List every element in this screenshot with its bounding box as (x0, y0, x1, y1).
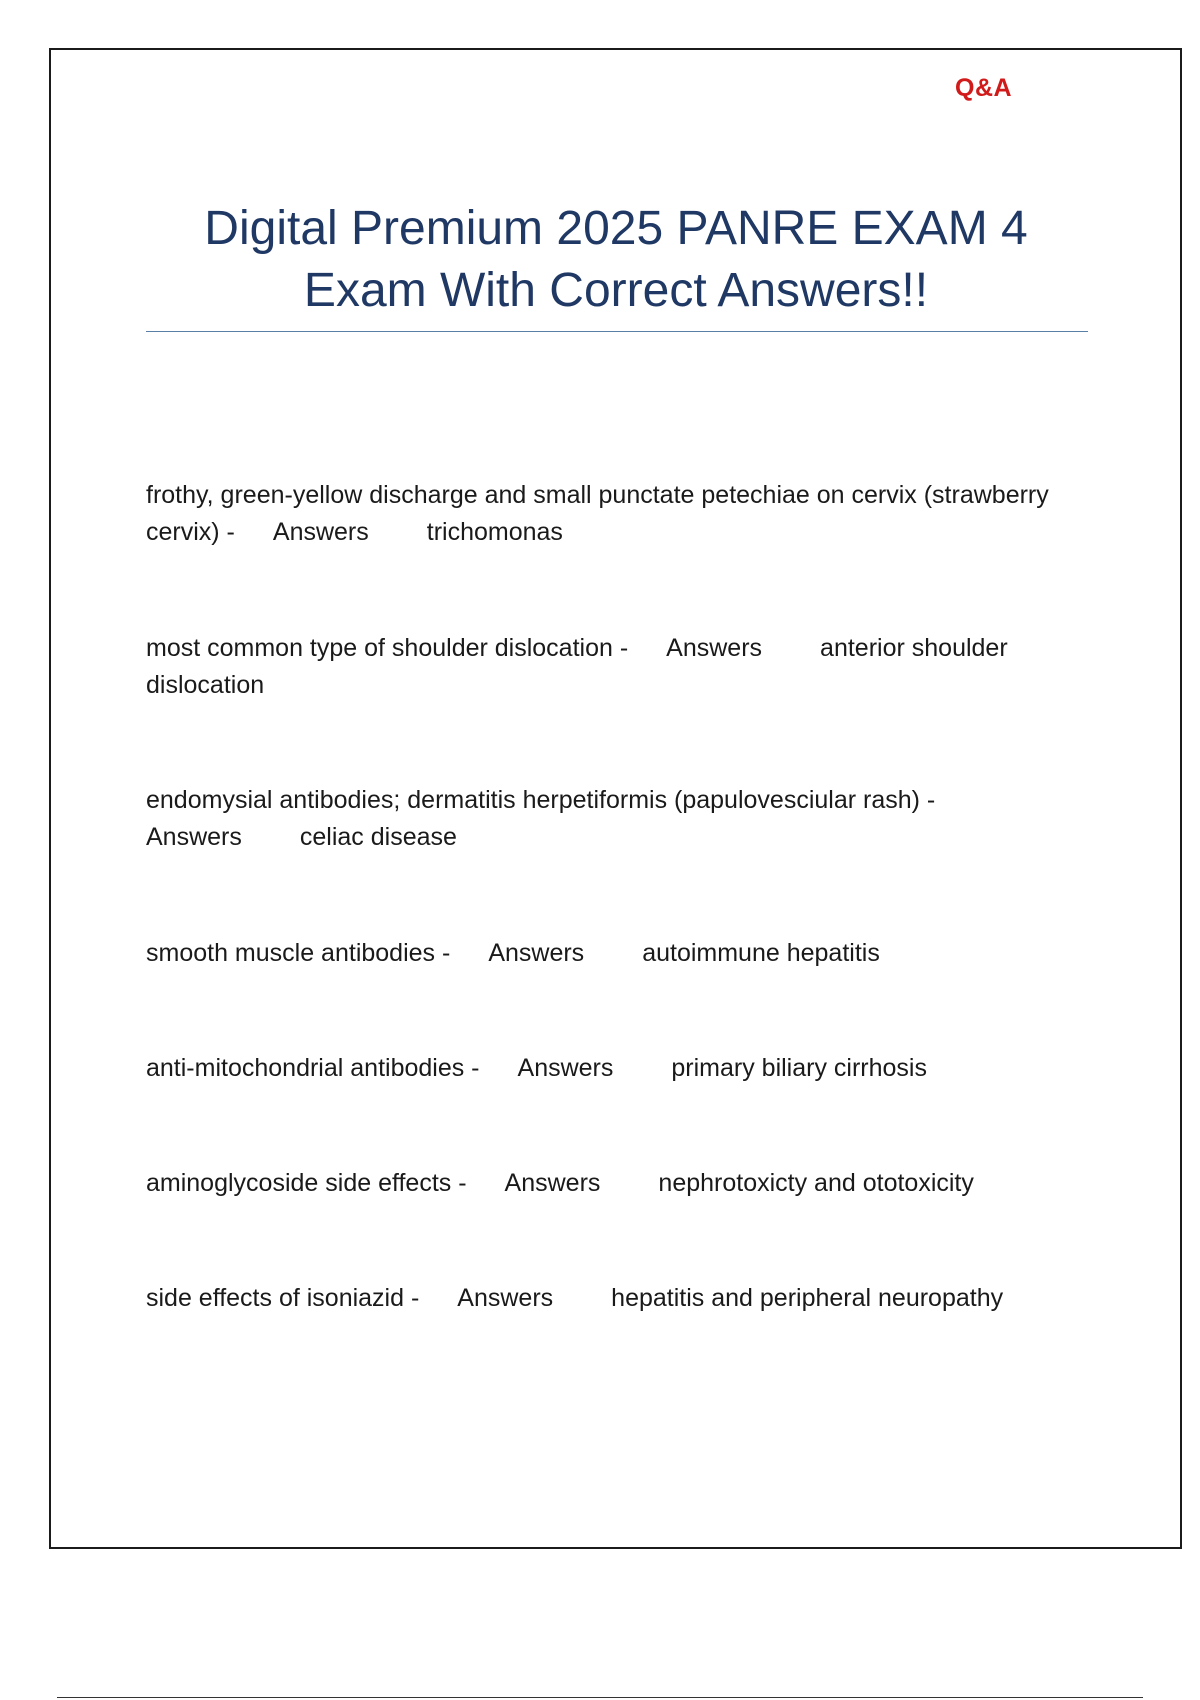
answers-label: Answers (517, 1054, 614, 1082)
answers-label: Answers (272, 518, 369, 546)
answer-text: primary biliary cirrhosis (671, 1054, 927, 1082)
answer-text: hepatitis and peripheral neuropathy (611, 1284, 1004, 1312)
answers-label: Answers (666, 634, 763, 662)
question-text: side effects of isoniazid - (146, 1284, 420, 1312)
answer-text: autoimmune hepatitis (642, 939, 880, 967)
question-text: smooth muscle antibodies - (146, 939, 451, 967)
qa-item (146, 1165, 1086, 1202)
answer-text: celiac disease (299, 823, 457, 851)
answer-text: anterior shoulder dislocation (146, 634, 1008, 699)
title-divider (146, 331, 1088, 332)
qa-badge: Q&A (955, 74, 1013, 102)
title-line-2: Exam With Correct Answers!! (303, 264, 929, 317)
answer-text: nephrotoxicty and ototoxicity (658, 1169, 974, 1197)
qa-item (146, 630, 1086, 704)
document-title (146, 198, 1086, 322)
qa-item (146, 1280, 1086, 1317)
footer-divider (57, 1697, 1143, 1698)
question-text: frothy, green-yellow discharge and small punctate petechiae on cervix (strawberry cervix) - (146, 481, 1049, 546)
question-text: anti-mitochondrial antibodies - (146, 1054, 480, 1082)
answers-label: Answers (488, 939, 585, 967)
qa-item (146, 782, 1086, 856)
question-text: endomysial antibodies; dermatitis herpetiformis (papulovesciular rash) - (146, 786, 936, 814)
qa-item (146, 935, 1086, 972)
answers-label: Answers (457, 1284, 554, 1312)
answers-label: Answers (504, 1169, 601, 1197)
question-text: most common type of shoulder dislocation - (146, 634, 629, 662)
qa-item (146, 477, 1086, 551)
answers-label: Answers (146, 823, 242, 851)
title-line-1: Digital Premium 2025 PANRE EXAM 4 (204, 202, 1028, 255)
answer-text: trichomonas (426, 518, 563, 546)
question-text: aminoglycoside side effects - (146, 1169, 467, 1197)
qa-item (146, 1050, 1086, 1087)
